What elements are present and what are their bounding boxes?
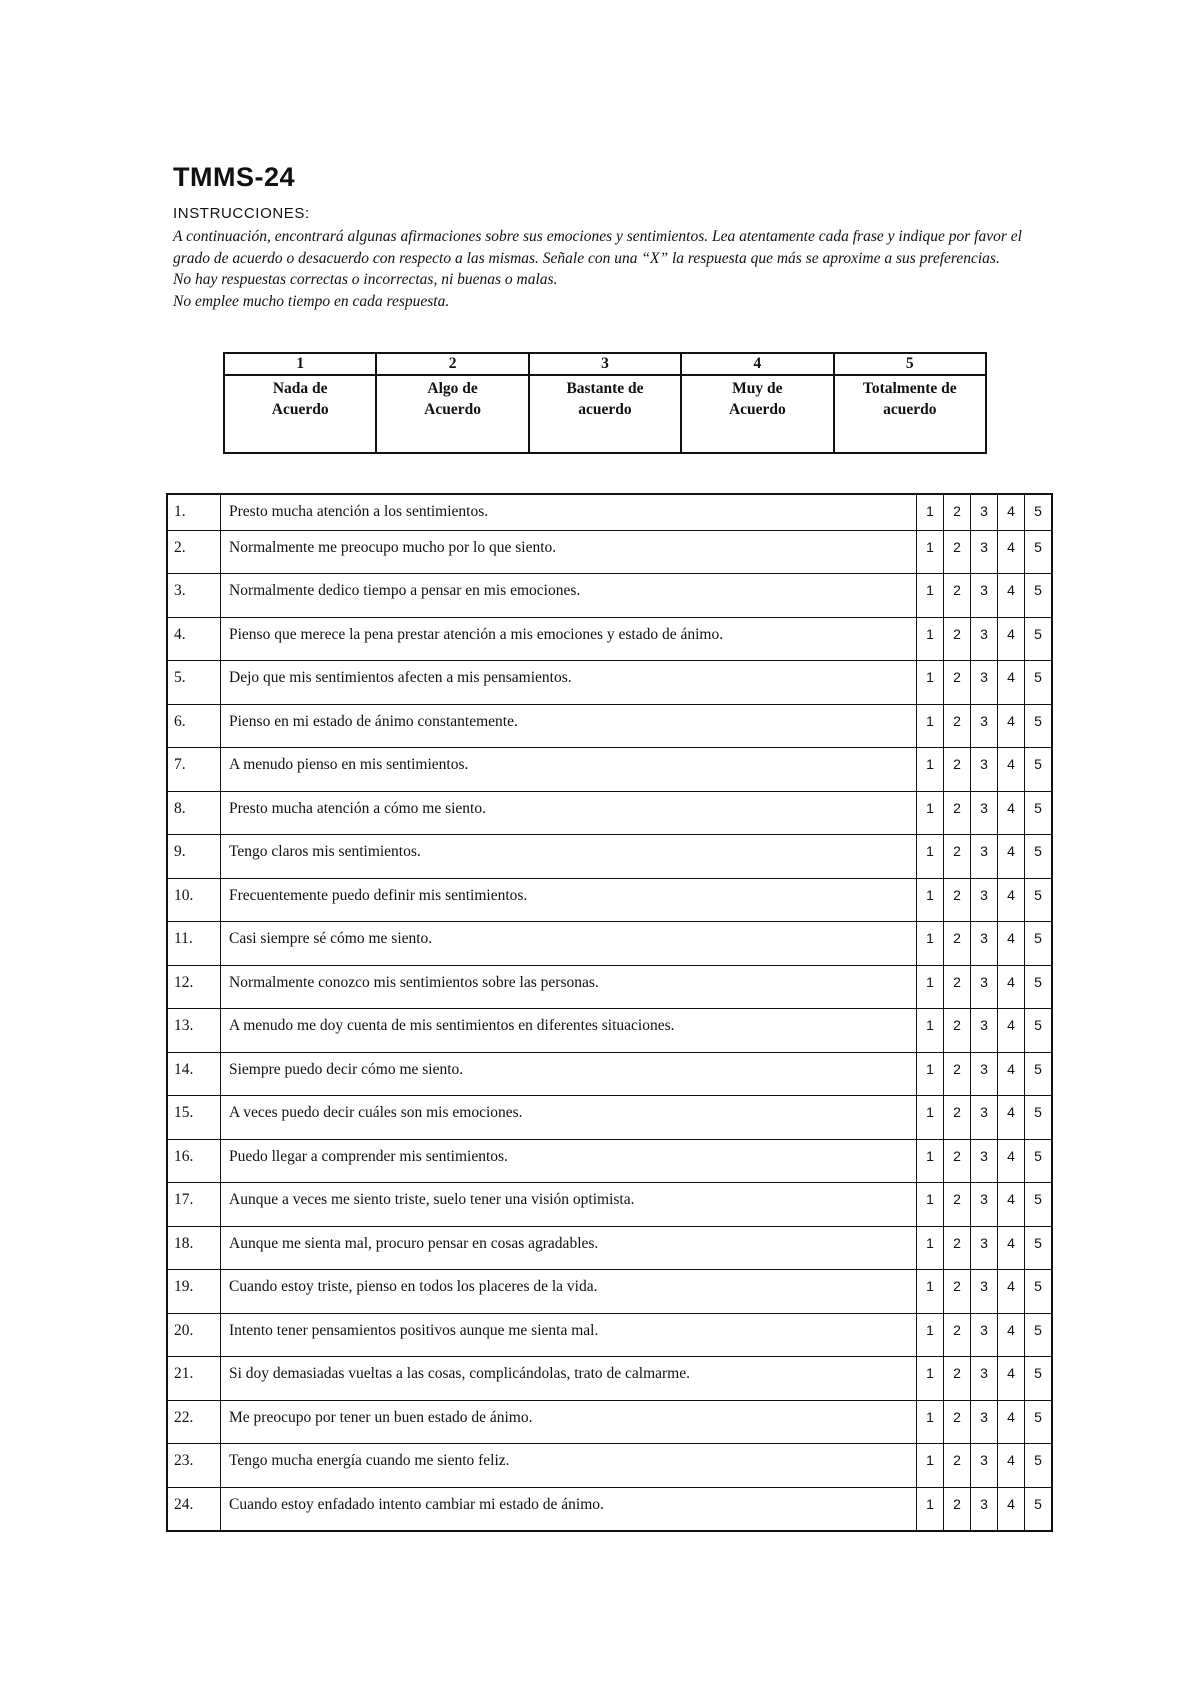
item-number: 7. [167,748,221,792]
response-option-3[interactable]: 3 [971,1096,998,1140]
response-option-3[interactable]: 3 [971,617,998,661]
response-option-3[interactable]: 3 [971,661,998,705]
response-option-4[interactable]: 4 [998,1357,1025,1401]
item-row [167,661,1052,705]
item-row [167,1052,1052,1096]
item-statement: Tengo mucha energía cuando me siento feliz. [221,1444,917,1488]
item-number: 24. [167,1487,221,1531]
item-statement: A menudo me doy cuenta de mis sentimientos en diferentes situaciones. [221,1009,917,1053]
item-number: 11. [167,922,221,966]
response-option-4[interactable]: 4 [998,1444,1025,1488]
response-option-4[interactable]: 4 [998,878,1025,922]
instructions-text [173,226,1038,312]
response-option-3[interactable]: 3 [971,1313,998,1357]
response-option-4[interactable]: 4 [998,1009,1025,1053]
item-number: 17. [167,1183,221,1227]
item-row [167,791,1052,835]
item-statement: Me preocupo por tener un buen estado de ánimo. [221,1400,917,1444]
response-option-5[interactable]: 5 [1025,1444,1053,1488]
response-option-2[interactable]: 2 [944,1009,971,1053]
response-option-4[interactable]: 4 [998,965,1025,1009]
response-option-1[interactable]: 1 [917,1183,944,1227]
item-row [167,574,1052,618]
scale-number: 2 [376,353,528,375]
response-option-4[interactable]: 4 [998,1052,1025,1096]
response-option-5[interactable]: 5 [1025,1096,1053,1140]
response-option-5[interactable]: 5 [1025,791,1053,835]
item-number: 20. [167,1313,221,1357]
response-option-4[interactable]: 4 [998,791,1025,835]
item-row [167,1139,1052,1183]
response-option-1[interactable]: 1 [917,494,944,530]
item-number: 21. [167,1357,221,1401]
response-option-5[interactable]: 5 [1025,704,1053,748]
scale-label-cell [681,375,833,453]
response-option-2[interactable]: 2 [944,661,971,705]
response-option-4[interactable]: 4 [998,1270,1025,1314]
item-statement: Casi siempre sé cómo me siento. [221,922,917,966]
response-option-2[interactable]: 2 [944,1400,971,1444]
item-statement: Aunque me sienta mal, procuro pensar en cosas agradables. [221,1226,917,1270]
item-statement: Cuando estoy enfadado intento cambiar mi estado de ánimo. [221,1487,917,1531]
item-statement: A menudo pienso en mis sentimientos. [221,748,917,792]
instructions-heading: INSTRUCCIONES: [173,205,310,222]
item-statement: Siempre puedo decir cómo me siento. [221,1052,917,1096]
response-option-1[interactable]: 1 [917,791,944,835]
item-statement: Pienso en mi estado de ánimo constantemente. [221,704,917,748]
item-number: 16. [167,1139,221,1183]
response-option-3[interactable]: 3 [971,748,998,792]
item-number: 5. [167,661,221,705]
response-option-5[interactable]: 5 [1025,965,1053,1009]
items-table [166,493,1053,1532]
response-option-4[interactable]: 4 [998,617,1025,661]
item-row [167,1444,1052,1488]
response-option-2[interactable]: 2 [944,878,971,922]
response-option-5[interactable]: 5 [1025,1487,1053,1531]
response-option-5[interactable]: 5 [1025,1357,1053,1401]
response-option-2[interactable]: 2 [944,1139,971,1183]
response-option-5[interactable]: 5 [1025,835,1053,879]
scale-number: 4 [681,353,833,375]
response-option-5[interactable]: 5 [1025,878,1053,922]
response-option-1[interactable]: 1 [917,1052,944,1096]
response-option-4[interactable]: 4 [998,661,1025,705]
response-option-3[interactable]: 3 [971,1444,998,1488]
response-option-3[interactable]: 3 [971,878,998,922]
scale-number: 1 [224,353,376,375]
scale-number-row [224,353,986,375]
response-option-2[interactable]: 2 [944,1096,971,1140]
response-option-2[interactable]: 2 [944,1226,971,1270]
response-option-4[interactable]: 4 [998,922,1025,966]
response-option-3[interactable]: 3 [971,704,998,748]
response-option-3[interactable]: 3 [971,835,998,879]
item-row [167,922,1052,966]
response-option-2[interactable]: 2 [944,835,971,879]
response-option-1[interactable]: 1 [917,530,944,574]
response-option-2[interactable]: 2 [944,494,971,530]
item-number: 13. [167,1009,221,1053]
response-option-2[interactable]: 2 [944,704,971,748]
response-option-5[interactable]: 5 [1025,1139,1053,1183]
item-row [167,530,1052,574]
scale-label: Nada de Acuerdo [271,380,329,418]
response-option-1[interactable]: 1 [917,1487,944,1531]
response-option-1[interactable]: 1 [917,748,944,792]
response-option-5[interactable]: 5 [1025,922,1053,966]
item-number: 8. [167,791,221,835]
response-option-2[interactable]: 2 [944,1487,971,1531]
item-statement: Presto mucha atención a los sentimientos. [221,494,917,530]
response-option-1[interactable]: 1 [917,878,944,922]
response-option-3[interactable]: 3 [971,530,998,574]
response-option-1[interactable]: 1 [917,1226,944,1270]
instructions-paragraph: No emplee mucho tiempo en cada respuesta. [173,292,450,310]
response-option-4[interactable]: 4 [998,1487,1025,1531]
scale-label-cell [834,375,986,453]
response-option-1[interactable]: 1 [917,965,944,1009]
response-option-1[interactable]: 1 [917,835,944,879]
response-option-4[interactable]: 4 [998,748,1025,792]
response-option-4[interactable]: 4 [998,574,1025,618]
response-option-1[interactable]: 1 [917,617,944,661]
item-statement: Tengo claros mis sentimientos. [221,835,917,879]
item-row [167,1487,1052,1531]
response-option-2[interactable]: 2 [944,1313,971,1357]
response-option-4[interactable]: 4 [998,835,1025,879]
response-scale-table [223,352,987,454]
item-number: 12. [167,965,221,1009]
response-option-2[interactable]: 2 [944,617,971,661]
item-number: 6. [167,704,221,748]
response-option-3[interactable]: 3 [971,1487,998,1531]
item-statement: Frecuentemente puedo definir mis sentimientos. [221,878,917,922]
item-number: 4. [167,617,221,661]
item-number: 22. [167,1400,221,1444]
response-option-3[interactable]: 3 [971,922,998,966]
response-option-1[interactable]: 1 [917,1139,944,1183]
response-option-3[interactable]: 3 [971,574,998,618]
item-row [167,1226,1052,1270]
item-number: 3. [167,574,221,618]
response-option-5[interactable]: 5 [1025,1270,1053,1314]
item-statement: Presto mucha atención a cómo me siento. [221,791,917,835]
item-row [167,1009,1052,1053]
response-option-2[interactable]: 2 [944,1270,971,1314]
response-option-3[interactable]: 3 [971,791,998,835]
response-option-2[interactable]: 2 [944,1357,971,1401]
item-row [167,1183,1052,1227]
item-row [167,494,1052,530]
response-option-5[interactable]: 5 [1025,574,1053,618]
response-option-5[interactable]: 5 [1025,1009,1053,1053]
response-option-1[interactable]: 1 [917,1096,944,1140]
response-option-2[interactable]: 2 [944,748,971,792]
response-option-1[interactable]: 1 [917,1400,944,1444]
response-option-5[interactable]: 5 [1025,1052,1053,1096]
response-option-2[interactable]: 2 [944,922,971,966]
scale-label: Muy de Acuerdo [728,380,786,418]
scale-number: 5 [834,353,986,375]
response-option-5[interactable]: 5 [1025,661,1053,705]
item-number: 10. [167,878,221,922]
response-option-1[interactable]: 1 [917,661,944,705]
response-option-4[interactable]: 4 [998,704,1025,748]
item-number: 14. [167,1052,221,1096]
item-number: 18. [167,1226,221,1270]
response-option-2[interactable]: 2 [944,1183,971,1227]
response-option-4[interactable]: 4 [998,1226,1025,1270]
response-option-4[interactable]: 4 [998,530,1025,574]
item-statement: Normalmente conozco mis sentimientos sobre las personas. [221,965,917,1009]
item-statement: Aunque a veces me siento triste, suelo tener una visión optimista. [221,1183,917,1227]
item-number: 2. [167,530,221,574]
response-option-5[interactable]: 5 [1025,748,1053,792]
item-number: 23. [167,1444,221,1488]
item-row [167,617,1052,661]
response-option-4[interactable]: 4 [998,494,1025,530]
item-row [167,965,1052,1009]
page-title: TMMS-24 [173,162,296,192]
response-option-5[interactable]: 5 [1025,617,1053,661]
response-option-4[interactable]: 4 [998,1139,1025,1183]
scale-label-cell [529,375,681,453]
response-option-3[interactable]: 3 [971,1226,998,1270]
item-statement: Pienso que merece la pena prestar atención a mis emociones y estado de ánimo. [221,617,917,661]
item-row [167,704,1052,748]
scale-label: Algo de Acuerdo [424,380,481,418]
scale-label-row [224,375,986,453]
response-option-5[interactable]: 5 [1025,1313,1053,1357]
response-option-5[interactable]: 5 [1025,530,1053,574]
response-option-5[interactable]: 5 [1025,1226,1053,1270]
response-option-2[interactable]: 2 [944,530,971,574]
response-option-3[interactable]: 3 [971,1052,998,1096]
response-option-5[interactable]: 5 [1025,1183,1053,1227]
item-row [167,1096,1052,1140]
response-option-2[interactable]: 2 [944,791,971,835]
response-option-3[interactable]: 3 [971,1357,998,1401]
item-statement: Normalmente dedico tiempo a pensar en mis emociones. [221,574,917,618]
response-option-5[interactable]: 5 [1025,494,1053,530]
instructions-paragraph: No hay respuestas correctas o incorrectas, ni buenas o malas. [173,271,558,288]
response-option-1[interactable]: 1 [917,1357,944,1401]
item-statement: Cuando estoy triste, pienso en todos los placeres de la vida. [221,1270,917,1314]
response-option-3[interactable]: 3 [971,494,998,530]
item-statement: Normalmente me preocupo mucho por lo que siento. [221,530,917,574]
item-statement: Si doy demasiadas vueltas a las cosas, complicándolas, trato de calmarme. [221,1357,917,1401]
response-option-3[interactable]: 3 [971,965,998,1009]
response-option-1[interactable]: 1 [917,1444,944,1488]
item-row [167,1357,1052,1401]
response-option-3[interactable]: 3 [971,1270,998,1314]
response-option-3[interactable]: 3 [971,1139,998,1183]
item-number: 9. [167,835,221,879]
scale-number: 3 [529,353,681,375]
response-option-2[interactable]: 2 [944,1444,971,1488]
response-option-4[interactable]: 4 [998,1183,1025,1227]
scale-label: Totalmente de acuerdo [862,380,957,418]
response-option-1[interactable]: 1 [917,922,944,966]
item-statement: Intento tener pensamientos positivos aunque me sienta mal. [221,1313,917,1357]
response-option-2[interactable]: 2 [944,574,971,618]
response-option-2[interactable]: 2 [944,965,971,1009]
item-row [167,1400,1052,1444]
item-number: 1. [167,494,221,530]
response-option-4[interactable]: 4 [998,1313,1025,1357]
item-row [167,1313,1052,1357]
scale-label: Bastante de acuerdo [566,380,644,418]
response-option-1[interactable]: 1 [917,1270,944,1314]
item-row [167,835,1052,879]
response-option-5[interactable]: 5 [1025,1400,1053,1444]
response-option-1[interactable]: 1 [917,1009,944,1053]
item-statement: A veces puedo decir cuáles son mis emociones. [221,1096,917,1140]
response-option-4[interactable]: 4 [998,1096,1025,1140]
instructions-paragraph: A continuación, encontrará algunas afirmaciones sobre sus emociones y sentimientos. Lea atentamente cada frase y indique por favor el grado de acuerdo o desacuerdo con respecto a las mismas. Señale con una “X” la respuesta que más se aproxime a sus preferencias. [173,228,1022,267]
item-statement: Puedo llegar a comprender mis sentimientos. [221,1139,917,1183]
item-number: 19. [167,1270,221,1314]
response-option-3[interactable]: 3 [971,1183,998,1227]
response-option-3[interactable]: 3 [971,1400,998,1444]
item-statement: Dejo que mis sentimientos afecten a mis pensamientos. [221,661,917,705]
response-option-2[interactable]: 2 [944,1052,971,1096]
response-option-1[interactable]: 1 [917,1313,944,1357]
scale-label-cell [376,375,528,453]
response-option-3[interactable]: 3 [971,1009,998,1053]
item-row [167,1270,1052,1314]
scale-label-cell [224,375,376,453]
item-row [167,748,1052,792]
item-number: 15. [167,1096,221,1140]
item-row [167,878,1052,922]
response-option-4[interactable]: 4 [998,1400,1025,1444]
response-option-1[interactable]: 1 [917,704,944,748]
response-option-1[interactable]: 1 [917,574,944,618]
